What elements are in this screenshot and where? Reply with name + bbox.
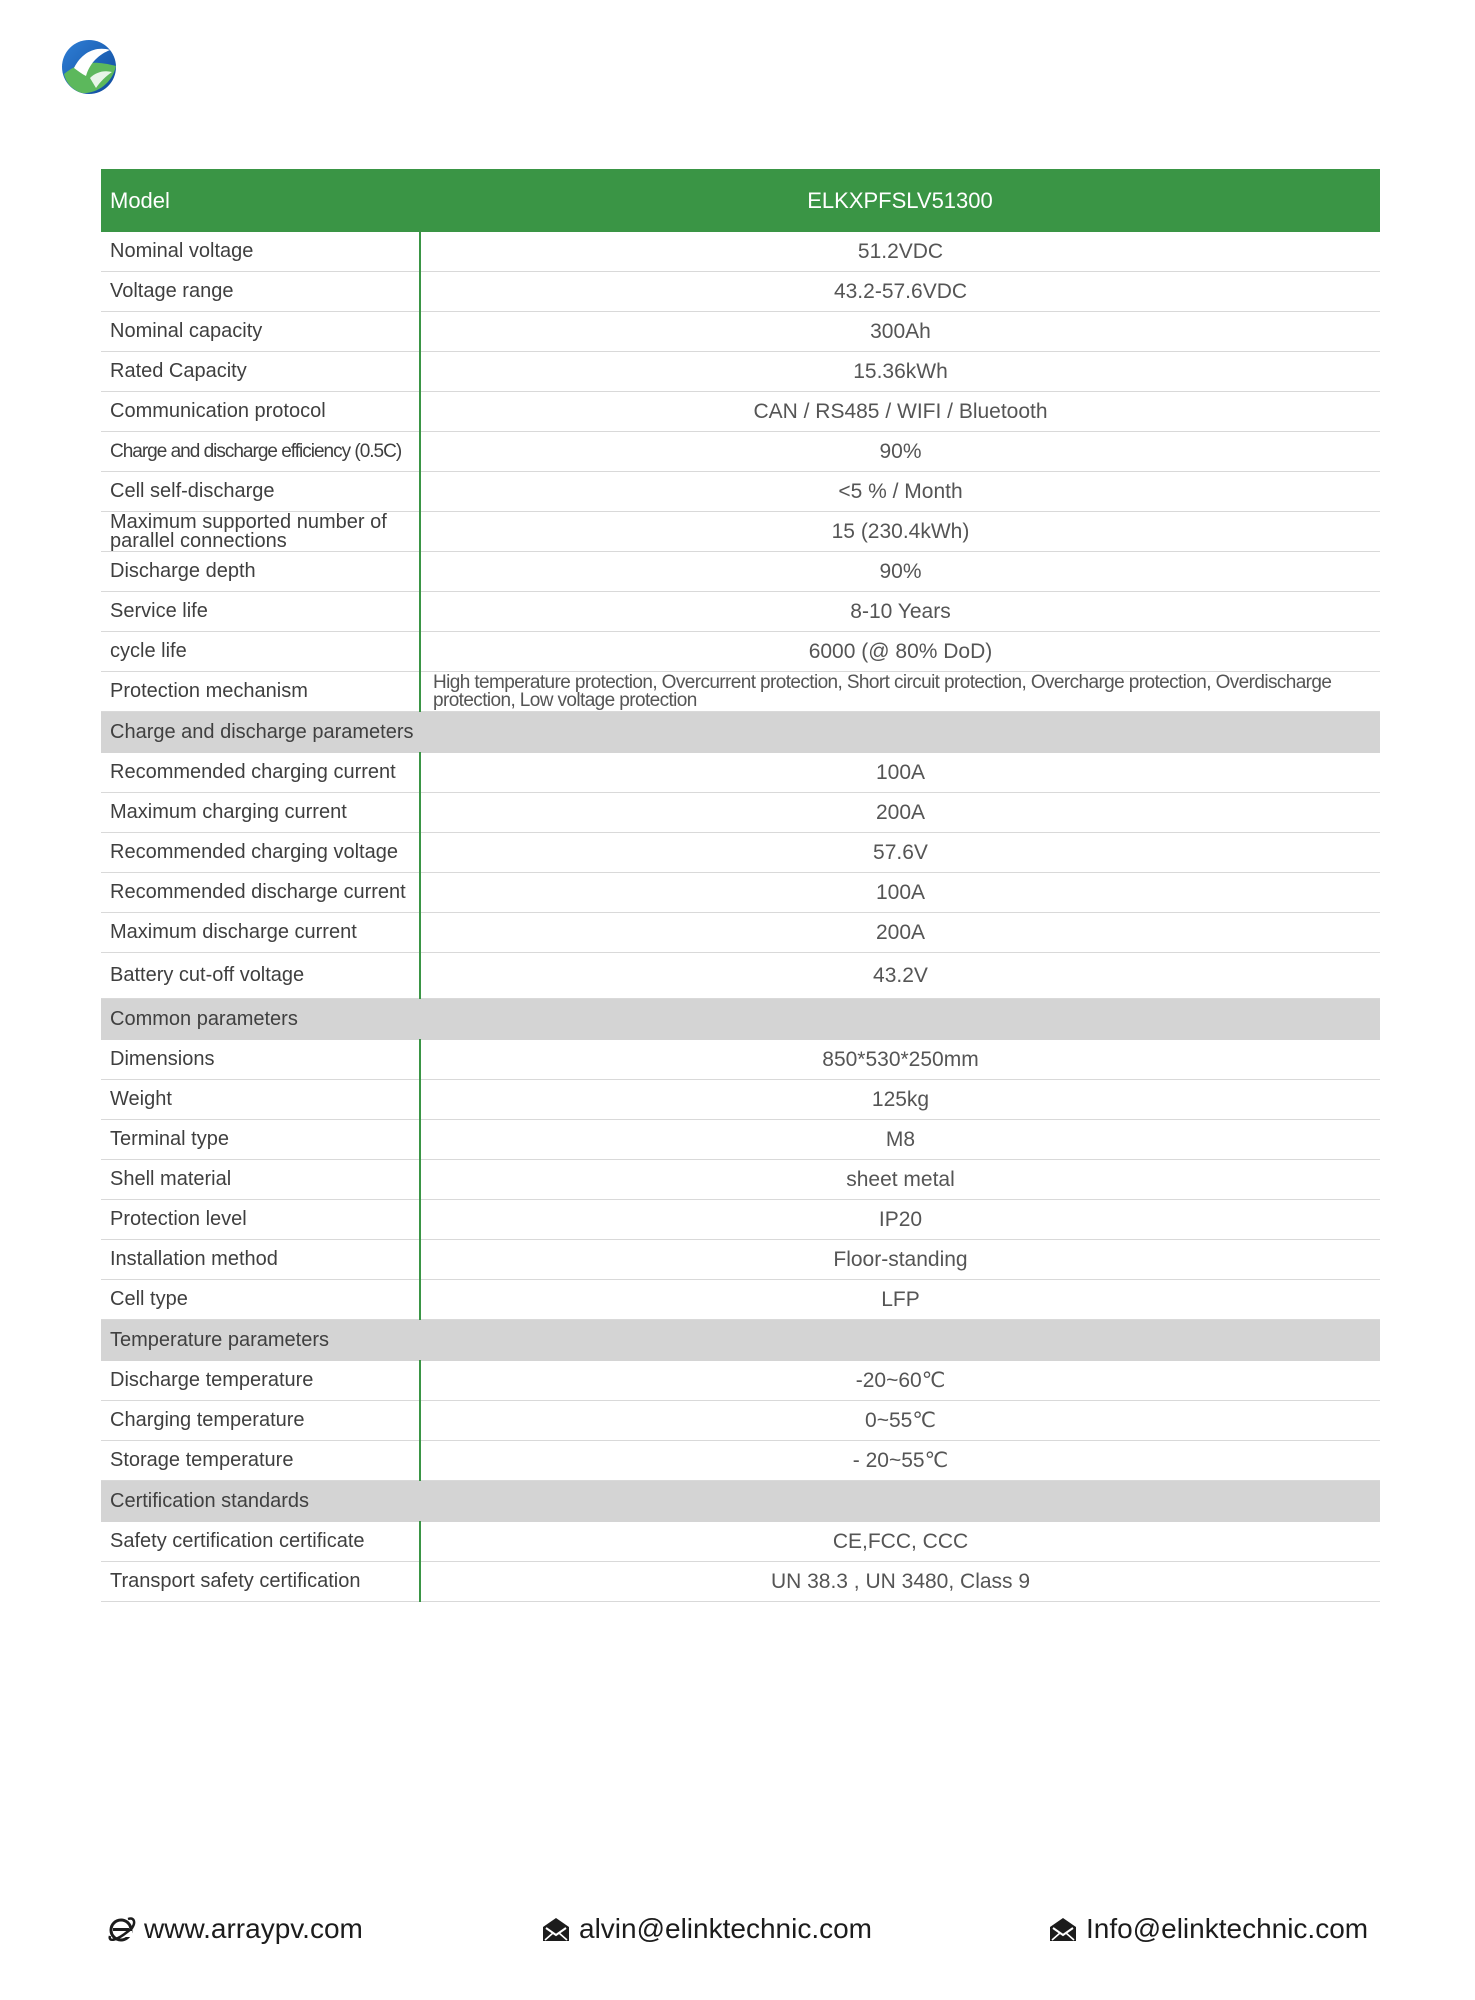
spec-label: Communication protocol [101, 392, 420, 432]
table-row [101, 833, 1380, 873]
section-header-row [101, 1481, 1380, 1522]
table-row [101, 953, 1380, 999]
spec-label: Discharge depth [101, 552, 420, 592]
table-row [101, 1522, 1380, 1562]
spec-label: Shell material [101, 1160, 420, 1200]
table-row [101, 753, 1380, 793]
website-link[interactable]: www.arraypv.com [144, 1913, 363, 1944]
spec-label: Storage temperature [101, 1441, 420, 1481]
section-header-row [101, 999, 1380, 1040]
email-link[interactable]: alvin@elinktechnic.com [579, 1913, 872, 1944]
spec-label: Maximum charging current [101, 793, 420, 833]
table-row [101, 672, 1380, 712]
section-title: Common parameters [101, 999, 1380, 1040]
section-title: Charge and discharge parameters [101, 712, 1380, 753]
spec-label: Charging temperature [101, 1401, 420, 1441]
table-row [101, 1200, 1380, 1240]
spec-label: Protection level [101, 1200, 420, 1240]
spec-label: Cell self-discharge [101, 472, 420, 512]
spec-label: Nominal capacity [101, 312, 420, 352]
spec-value: 51.2VDC [420, 232, 1380, 272]
company-logo [60, 38, 118, 96]
model-label: Model [101, 169, 420, 232]
table-row [101, 1361, 1380, 1401]
spec-value: 57.6V [420, 833, 1380, 873]
table-row [101, 1080, 1380, 1120]
spec-label: Rated Capacity [101, 352, 420, 392]
spec-value: CAN / RS485 / WIFI / Bluetooth [420, 392, 1380, 432]
spec-value: Floor-standing [420, 1240, 1380, 1280]
table-row [101, 552, 1380, 592]
section-header-row [101, 712, 1380, 753]
table-row [101, 1240, 1380, 1280]
spec-value: CE,FCC, CCC [420, 1522, 1380, 1562]
spec-table [101, 169, 1380, 1602]
spec-label: Safety certification certificate [101, 1522, 420, 1562]
spec-label: Installation method [101, 1240, 420, 1280]
spec-value: UN 38.3 , UN 3480, Class 9 [420, 1562, 1380, 1602]
table-row [101, 392, 1380, 432]
model-value: ELKXPFSLV51300 [420, 169, 1380, 232]
spec-value: sheet metal [420, 1160, 1380, 1200]
spec-label: Recommended discharge current [101, 873, 420, 913]
section-header-row [101, 1320, 1380, 1361]
table-row [101, 512, 1380, 552]
table-row [101, 913, 1380, 953]
spec-value: 300Ah [420, 312, 1380, 352]
spec-value: 100A [420, 753, 1380, 793]
spec-value: 850*530*250mm [420, 1040, 1380, 1080]
table-row [101, 1401, 1380, 1441]
spec-value: - 20~55℃ [420, 1441, 1380, 1481]
spec-label: Voltage range [101, 272, 420, 312]
spec-value: LFP [420, 1280, 1380, 1320]
mail-icon [541, 1915, 571, 1943]
spec-value: 90% [420, 552, 1380, 592]
spec-value: M8 [420, 1120, 1380, 1160]
spec-label: Nominal voltage [101, 232, 420, 272]
table-row [101, 232, 1380, 272]
email-link[interactable]: Info@elinktechnic.com [1086, 1913, 1369, 1944]
spec-label: Cell type [101, 1280, 420, 1320]
spec-label: Discharge temperature [101, 1361, 420, 1401]
table-row [101, 1120, 1380, 1160]
spec-value: 0~55℃ [420, 1401, 1380, 1441]
section-title: Temperature parameters [101, 1320, 1380, 1361]
spec-label: Charge and discharge efficiency (0.5C) [101, 432, 420, 472]
table-row [101, 592, 1380, 632]
spec-label: Weight [101, 1080, 420, 1120]
spec-label: Dimensions [101, 1040, 420, 1080]
spec-label: Maximum supported number of parallel connections [101, 512, 420, 552]
table-row [101, 873, 1380, 913]
table-row [101, 1562, 1380, 1602]
spec-value: 15 (230.4kWh) [420, 512, 1380, 552]
email-contact-info[interactable] [1048, 1913, 1368, 1945]
table-row [101, 472, 1380, 512]
contact-footer [0, 1913, 1475, 1957]
spec-value: <5 % / Month [420, 472, 1380, 512]
spec-value: 100A [420, 873, 1380, 913]
spec-label: Recommended charging voltage [101, 833, 420, 873]
table-row [101, 1040, 1380, 1080]
table-row [101, 793, 1380, 833]
spec-value: 43.2V [420, 953, 1380, 999]
spec-value: 8-10 Years [420, 592, 1380, 632]
table-row [101, 352, 1380, 392]
spec-value: 125kg [420, 1080, 1380, 1120]
spec-value: -20~60℃ [420, 1361, 1380, 1401]
spec-label: Battery cut-off voltage [101, 953, 420, 999]
spec-value: 90% [420, 432, 1380, 472]
mail-icon [1048, 1915, 1078, 1943]
spec-label: Maximum discharge current [101, 913, 420, 953]
spec-value: 6000 (@ 80% DoD) [420, 632, 1380, 672]
website-contact[interactable] [106, 1913, 363, 1945]
spec-label: cycle life [101, 632, 420, 672]
table-row [101, 312, 1380, 352]
spec-value: High temperature protection, Overcurrent protection, Short circuit protection, Overcharge protection, Overdischarge protection, Low voltage protection [420, 672, 1380, 712]
browser-icon [106, 1914, 136, 1944]
section-title: Certification standards [101, 1481, 1380, 1522]
spec-value: 15.36kWh [420, 352, 1380, 392]
spec-label: Protection mechanism [101, 672, 420, 712]
table-row [101, 1280, 1380, 1320]
table-row [101, 1441, 1380, 1481]
table-row [101, 1160, 1380, 1200]
spec-label: Recommended charging current [101, 753, 420, 793]
table-row [101, 632, 1380, 672]
table-row [101, 432, 1380, 472]
spec-label: Terminal type [101, 1120, 420, 1160]
spec-value: 200A [420, 793, 1380, 833]
table-row [101, 272, 1380, 312]
spec-value: IP20 [420, 1200, 1380, 1240]
table-header-row [101, 169, 1380, 232]
spec-label: Service life [101, 592, 420, 632]
email-contact-alvin[interactable] [541, 1913, 872, 1945]
spec-label: Transport safety certification [101, 1562, 420, 1602]
spec-value: 200A [420, 913, 1380, 953]
spec-value: 43.2-57.6VDC [420, 272, 1380, 312]
